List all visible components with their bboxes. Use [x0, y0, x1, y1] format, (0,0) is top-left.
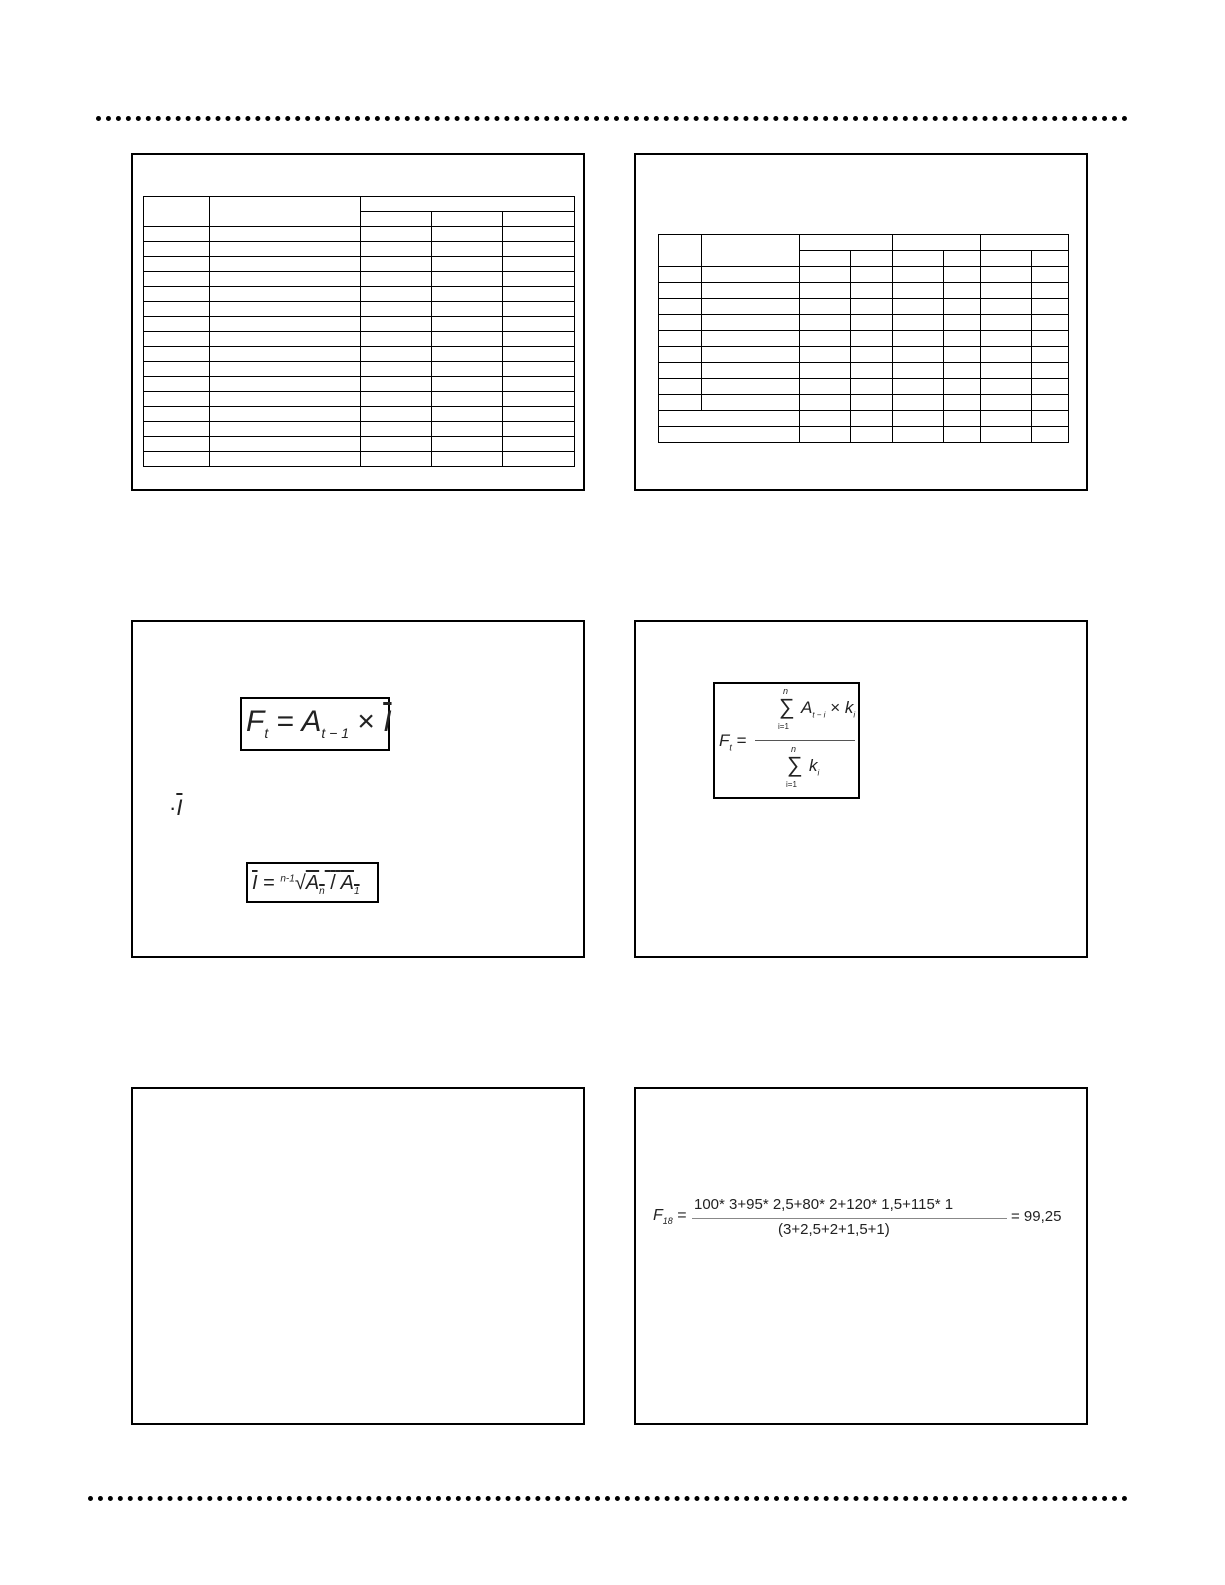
slide-4 [634, 620, 1088, 958]
sum-symbol-num: ∑ [779, 694, 795, 719]
formula-mean-index: $\overline{I} = ^{n-1}√A_n / A_1$ [252, 872, 360, 897]
data-table-2 [658, 234, 1069, 443]
formula-weighted-box [713, 682, 860, 799]
ibar-marker: $\cdot\overline{I}$ [169, 795, 183, 820]
formula-growth-box [240, 697, 390, 751]
data-table-1 [143, 196, 575, 467]
fraction-bar [755, 740, 855, 741]
top-dotted-rule [96, 116, 1128, 121]
example-numerator: 100* 3+95* 2,5+80* 2+120* 1,5+115* 1 [694, 1196, 954, 1213]
sum-symbol-den: ∑ [787, 752, 803, 777]
slide-2 [634, 153, 1088, 491]
bottom-dotted-rule [88, 1496, 1128, 1501]
slide-3 [131, 620, 585, 958]
formula-weighted-lhs: $F_t$ = [719, 731, 747, 753]
example-result: = 99,25 [1011, 1208, 1062, 1225]
formula-mean-index-box [246, 862, 379, 903]
example-denominator: (3+2,5+2+1,5+1) [778, 1221, 890, 1238]
slide-5 [131, 1087, 585, 1425]
example-lhs: $F_{18}$ = [653, 1207, 687, 1227]
example-fraction-bar [692, 1218, 1007, 1219]
slide-6 [634, 1087, 1088, 1425]
slide-1 [131, 153, 585, 491]
formula-weighted-denominator: $k_i$ [809, 756, 820, 778]
sum-lower-num: i=1 [778, 722, 789, 731]
sum-upper-den: n [791, 744, 797, 754]
formula-weighted-numerator: $A_{t - i} \times k_i$ [801, 698, 856, 720]
sum-upper-num: n [783, 686, 789, 696]
formula-growth: $F_t = A_{t - 1} \times \overline{I}$ [246, 705, 392, 741]
sum-lower-den: i=1 [786, 780, 797, 789]
